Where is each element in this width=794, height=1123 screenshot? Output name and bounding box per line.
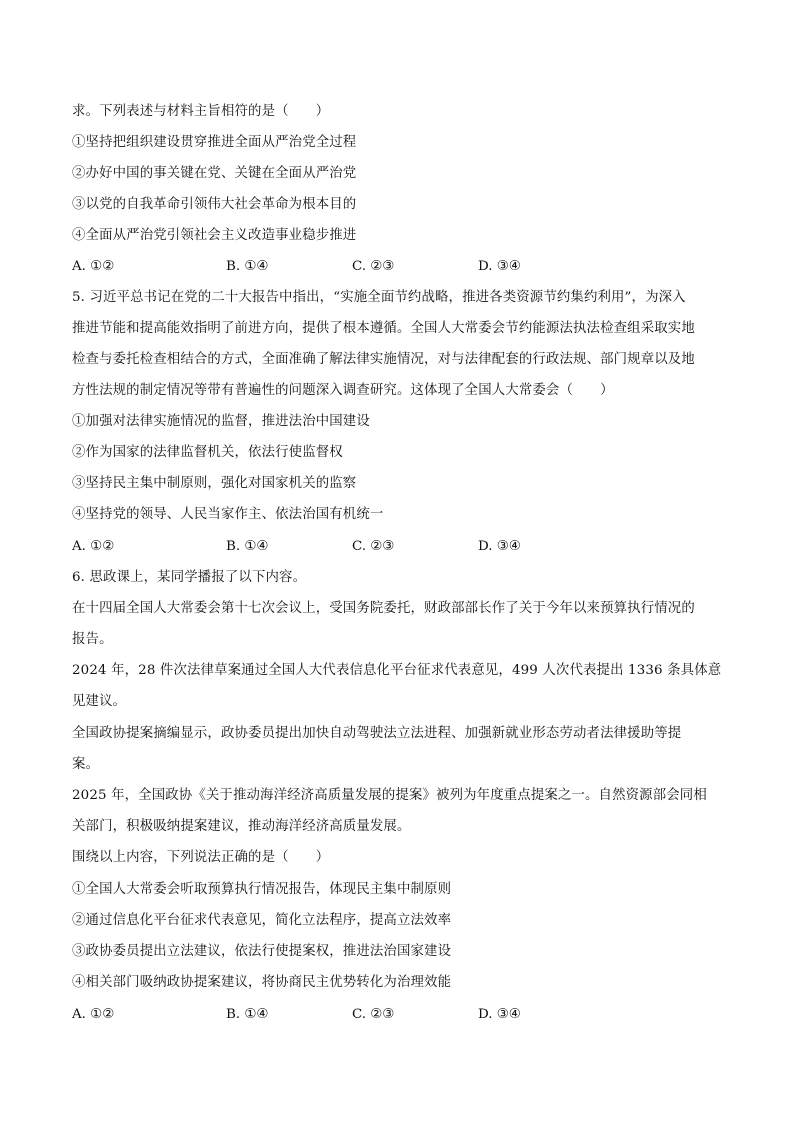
q4-statement-4: ④全面从严治党引领社会主义改造事业稳步推进 — [72, 228, 357, 243]
q6-statement-1: ①全国人大常委会听取预算执行情况报告，体现民主集中制原则 — [72, 882, 452, 897]
q6-stem-line-5: 见建议。 — [72, 694, 127, 709]
q6-statement-2: ②通过信息化平台征求代表意见，简化立法程序，提高立法效率 — [72, 913, 452, 928]
q4-option-d: D. ③④ — [478, 259, 521, 274]
q5-option-c: C. ②③ — [352, 539, 395, 554]
q5-statement-1: ①加强对法律实施情况的监督，推进法治中国建设 — [72, 414, 370, 429]
q4-statement-3: ③以党的自我革命引领伟大社会革命为根本目的 — [72, 197, 357, 212]
q6-stem-line-4: 2024 年，28 件次法律草案通过全国人大代表信息化平台征求代表意见，499 人次代表提出 1336 条具体意 — [72, 663, 722, 678]
q6-stem-line-3: 报告。 — [72, 632, 113, 647]
q6-stem-line-2: 在十四届全国人大常委会第十七次会议上，受国务院委托，财政部部长作了关于今年以来预算执行情况的 — [72, 601, 695, 616]
q5-option-b: B. ①④ — [226, 539, 269, 554]
q5-option-a: A. ①② — [72, 539, 115, 554]
q6-option-d: D. ③④ — [478, 1007, 521, 1022]
q5-stem-line-4: 方性法规的制定情况等带有普遍性的问题深入调查研究。这体现了全国人大常委会（ ） — [72, 383, 614, 398]
q6-stem-line-7: 案。 — [72, 757, 100, 772]
q6-stem-line-8: 2025 年，全国政协《关于推动海洋经济高质量发展的提案》被列为年度重点提案之一。自然资源部会同相 — [72, 788, 707, 803]
q4-option-b: B. ①④ — [226, 259, 269, 274]
q5-statement-2: ②作为国家的法律监督机关，依法行使监督权 — [72, 445, 343, 460]
q6-stem-line-1: 6. 思政课上，某同学播报了以下内容。 — [72, 570, 307, 585]
q5-statement-4: ④坚持党的领导、人民当家作主、依法治国有机统一 — [72, 507, 384, 522]
q6-statement-4: ④相关部门吸纳政协提案建议，将协商民主优势转化为治理效能 — [72, 975, 452, 990]
q4-option-a: A. ①② — [72, 259, 115, 274]
q5-stem-line-3: 检查与委托检查相结合的方式，全面准确了解法律实施情况，对与法律配套的行政法规、部门规章以及地 — [72, 352, 695, 367]
q6-option-c: C. ②③ — [352, 1007, 395, 1022]
q6-option-a: A. ①② — [72, 1007, 115, 1022]
q5-option-d: D. ③④ — [478, 539, 521, 554]
q5-stem-line-1: 5. 习近平总书记在党的二十大报告中指出，“实施全面节约战略，推进各类资源节约集约利用”，为深入 — [72, 290, 686, 305]
q5-stem-line-2: 推进节能和提高能效指明了前进方向，提供了根本遵循。全国人大常委会节约能源法执法检查组采取实地 — [72, 321, 695, 336]
q6-option-b: B. ①④ — [226, 1007, 269, 1022]
q4-stem-tail: 求。下列表述与材料主旨相符的是（ ） — [72, 104, 330, 119]
q5-statement-3: ③坚持民主集中制原则，强化对国家机关的监察 — [72, 476, 357, 491]
q6-statement-3: ③政协委员提出立法建议，依法行使提案权，推进法治国家建设 — [72, 944, 452, 959]
q6-stem-line-6: 全国政协提案摘编显示，政协委员提出加快自动驾驶法立法进程、加强新就业形态劳动者法律援助等提 — [72, 726, 682, 741]
q6-stem-line-10: 围绕以上内容，下列说法正确的是（ ） — [72, 850, 330, 865]
q4-option-c: C. ②③ — [352, 259, 395, 274]
q4-statement-1: ①坚持把组织建设贯穿推进全面从严治党全过程 — [72, 135, 357, 150]
q6-stem-line-9: 关部门，积极吸纳提案建议，推动海洋经济高质量发展。 — [72, 819, 411, 834]
q4-statement-2: ②办好中国的事关键在党、关键在全面从严治党 — [72, 166, 357, 181]
